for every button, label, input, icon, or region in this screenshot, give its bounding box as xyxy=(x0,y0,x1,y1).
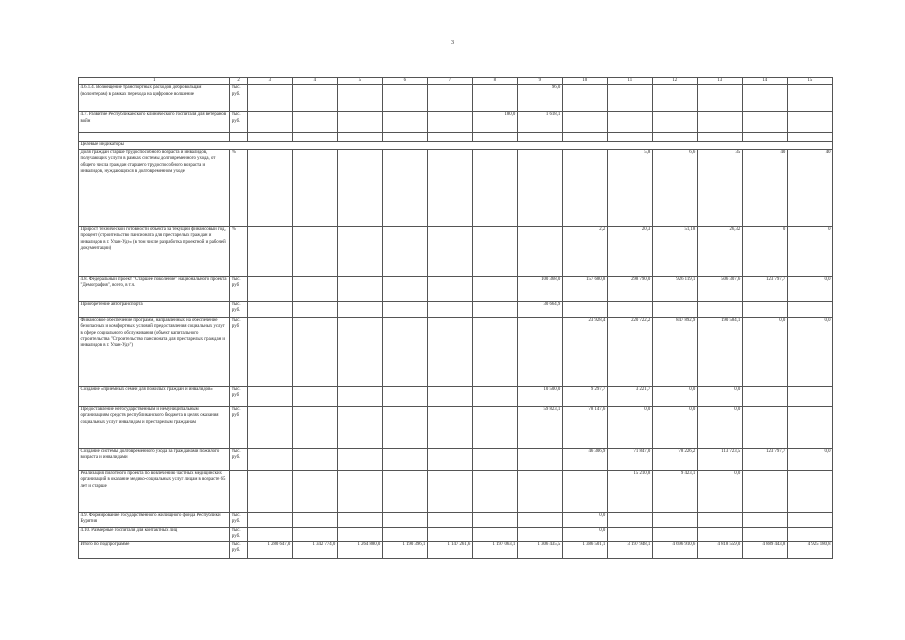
unit-cell: тыс. руб xyxy=(230,406,247,448)
value-cell xyxy=(382,226,427,276)
value-cell: 0,0 xyxy=(787,448,832,470)
table-row xyxy=(79,406,833,448)
value-cell xyxy=(427,112,472,133)
value-cell xyxy=(697,512,742,527)
value-cell xyxy=(247,527,292,541)
value-cell xyxy=(787,512,832,527)
table-row xyxy=(79,317,833,386)
table-row xyxy=(79,301,833,317)
value-cell: 10 500,0 xyxy=(517,386,562,406)
column-header: 3 xyxy=(247,78,292,85)
row-label: Создание «приемных семей для пожилых граждан и инвалидов» xyxy=(79,386,230,406)
value-cell: 1 280 647,0 xyxy=(247,541,292,558)
unit-cell: тыс. руб. xyxy=(230,541,247,558)
value-cell xyxy=(337,85,382,112)
column-header: 14 xyxy=(742,78,787,85)
value-cell xyxy=(517,448,562,470)
row-label: Финансовое обеспечение программ, направленных на обеспечение безопасных и комфортных условий предоставления социальных услуг в сфере социального обслуживания (объект капитального строительства "Строительство пансионата для престарелых граждан и инвалидов в г. Улан-Удэ") xyxy=(79,317,230,386)
value-cell xyxy=(427,301,472,317)
header-row xyxy=(79,78,833,85)
value-cell xyxy=(427,406,472,448)
value-cell: 1 264 880,0 xyxy=(337,541,382,558)
value-cell xyxy=(337,406,382,448)
value-cell: 51,18 xyxy=(652,226,697,276)
value-cell xyxy=(742,406,787,448)
row-label: Итого по подпрограмме xyxy=(79,541,230,558)
value-cell xyxy=(787,85,832,112)
value-cell xyxy=(337,317,382,386)
value-cell xyxy=(247,276,292,301)
value-cell: 1 618,1 xyxy=(517,112,562,133)
value-cell xyxy=(427,527,472,541)
column-header: 9 xyxy=(517,78,562,85)
value-cell xyxy=(517,512,562,527)
page-number: 3 xyxy=(451,40,454,46)
row-label: 4.7. Развитие Республиканского клинического госпиталя для ветеранов войн xyxy=(79,112,230,133)
value-cell xyxy=(742,133,787,142)
value-cell xyxy=(472,133,517,142)
value-cell: 1 197 063,1 xyxy=(472,541,517,558)
column-header: 8 xyxy=(472,78,517,85)
value-cell xyxy=(697,301,742,317)
value-cell: 0,0 xyxy=(562,527,607,541)
value-cell: 0,0 xyxy=(697,406,742,448)
table-row xyxy=(79,276,833,301)
value-cell xyxy=(337,276,382,301)
value-cell xyxy=(607,527,652,541)
value-cell xyxy=(292,301,337,317)
value-cell: 0,0 xyxy=(787,317,832,386)
value-cell: 4 696 910,6 xyxy=(652,541,697,558)
value-cell: 1 147 261,6 xyxy=(427,541,472,558)
value-cell xyxy=(427,276,472,301)
value-cell: 0,0 xyxy=(697,386,742,406)
unit-cell: тыс. руб. xyxy=(230,448,247,470)
value-cell: 6,6 xyxy=(652,149,697,226)
value-cell xyxy=(382,317,427,386)
value-cell xyxy=(427,149,472,226)
unit-cell: тыс. руб xyxy=(230,276,247,301)
value-cell xyxy=(472,448,517,470)
value-cell: 59 823,1 xyxy=(517,406,562,448)
value-cell: 113 723,5 xyxy=(697,448,742,470)
table-row xyxy=(79,133,833,142)
value-cell xyxy=(292,512,337,527)
value-cell xyxy=(382,448,427,470)
value-cell xyxy=(742,85,787,112)
value-cell xyxy=(337,301,382,317)
value-cell xyxy=(292,85,337,112)
value-cell xyxy=(472,276,517,301)
value-cell xyxy=(517,317,562,386)
table-row xyxy=(79,448,833,470)
value-cell xyxy=(337,133,382,142)
value-cell xyxy=(607,85,652,112)
table-row xyxy=(79,541,833,558)
value-cell xyxy=(337,512,382,527)
value-cell: 1 190 396,1 xyxy=(382,541,427,558)
value-cell xyxy=(247,85,292,112)
value-cell xyxy=(337,226,382,276)
program-table xyxy=(78,77,833,559)
value-cell xyxy=(787,133,832,142)
unit-cell: тыс. руб. xyxy=(230,301,247,317)
value-cell: 96,0 xyxy=(517,85,562,112)
value-cell xyxy=(247,226,292,276)
value-cell xyxy=(292,470,337,512)
value-cell xyxy=(337,112,382,133)
value-cell xyxy=(472,406,517,448)
value-cell xyxy=(607,133,652,142)
value-cell xyxy=(247,406,292,448)
value-cell xyxy=(607,512,652,527)
value-cell xyxy=(787,301,832,317)
value-cell xyxy=(337,448,382,470)
value-cell xyxy=(652,133,697,142)
value-cell xyxy=(292,226,337,276)
value-cell xyxy=(382,527,427,541)
value-cell xyxy=(382,386,427,406)
row-label: Предоставление негосударственным и немуниципальным организациям средств республиканского бюджета в целях оказания социальных услуг инвалидам и престарелым гражданам xyxy=(79,406,230,448)
value-cell xyxy=(787,527,832,541)
value-cell xyxy=(382,301,427,317)
row-label: Реализация пилотного проекта по вовлечению частных медицинских организаций в оказание медико-социальных услуг лицам в возрасте 65 лет и старше xyxy=(79,470,230,512)
value-cell xyxy=(742,527,787,541)
value-cell xyxy=(472,149,517,226)
value-cell xyxy=(652,85,697,112)
value-cell: 35 xyxy=(697,149,742,226)
unit-cell: тыс. руб. xyxy=(230,112,247,133)
value-cell xyxy=(337,386,382,406)
table-row xyxy=(79,512,833,527)
value-cell: 847 892,9 xyxy=(652,317,697,386)
table-row xyxy=(79,470,833,512)
column-header: 11 xyxy=(607,78,652,85)
value-cell xyxy=(382,512,427,527)
value-cell xyxy=(427,133,472,142)
row-label xyxy=(79,133,230,142)
table-row xyxy=(79,386,833,406)
value-cell xyxy=(562,301,607,317)
section-heading: Целевые индикаторы xyxy=(79,142,833,149)
value-cell: 0 xyxy=(787,226,832,276)
unit-cell: тыс. руб. xyxy=(230,527,247,541)
value-cell xyxy=(247,149,292,226)
value-cell xyxy=(472,85,517,112)
value-cell: 40 xyxy=(787,149,832,226)
value-cell xyxy=(742,112,787,133)
unit-cell xyxy=(230,470,247,512)
value-cell xyxy=(652,527,697,541)
value-cell xyxy=(382,133,427,142)
value-cell xyxy=(472,226,517,276)
unit-cell: тыс. руб xyxy=(230,317,247,386)
value-cell xyxy=(607,301,652,317)
value-cell xyxy=(292,133,337,142)
column-header: 6 xyxy=(382,78,427,85)
value-cell: 0,0 xyxy=(742,317,787,386)
value-cell: 0,0 xyxy=(652,386,697,406)
value-cell xyxy=(742,386,787,406)
value-cell: 180,0 xyxy=(472,112,517,133)
value-cell xyxy=(337,470,382,512)
value-cell: 0,0 xyxy=(562,512,607,527)
value-cell xyxy=(517,149,562,226)
value-cell xyxy=(382,149,427,226)
row-label: Приобретение автотранспорта xyxy=(79,301,230,317)
row-label: 4.10. Размерные госпиталя для контактных лиц xyxy=(79,527,230,541)
value-cell xyxy=(472,386,517,406)
value-cell: 157 680,8 xyxy=(562,276,607,301)
row-label: Доля граждан старше трудоспособного возраста и инвалидов, получающих услуги в рамках системы долговременного ухода, от общего числа граждан старшего трудоспособного возраста и инвалидов, нуждающихся в долговременном уходе xyxy=(79,149,230,226)
value-cell: 15 210,8 xyxy=(607,470,652,512)
value-cell xyxy=(787,112,832,133)
value-cell xyxy=(247,386,292,406)
table-body xyxy=(79,78,833,559)
table-row xyxy=(79,85,833,112)
value-cell: 2,2 xyxy=(562,226,607,276)
value-cell xyxy=(607,112,652,133)
value-cell xyxy=(697,112,742,133)
value-cell: 1 306 435,5 xyxy=(517,541,562,558)
value-cell xyxy=(247,317,292,386)
table-row xyxy=(79,112,833,133)
value-cell xyxy=(562,470,607,512)
value-cell: 0,0 xyxy=(697,470,742,512)
value-cell: 123 797,7 xyxy=(742,276,787,301)
value-cell xyxy=(292,527,337,541)
column-header: 12 xyxy=(652,78,697,85)
value-cell: 0,0 xyxy=(607,406,652,448)
value-cell: 0,0 xyxy=(652,406,697,448)
value-cell xyxy=(292,276,337,301)
value-cell xyxy=(517,527,562,541)
value-cell: 0 xyxy=(742,226,787,276)
value-cell: 26,32 xyxy=(697,226,742,276)
row-label: Прирост технической готовности объекта за текущий финансовый год, процент (строительство пансионата для престарелых граждан и инвалидов в г. Улан-Удэ» (в том числе разработка проектной и рабочей документации) xyxy=(79,226,230,276)
value-cell: 4 889 443,8 xyxy=(742,541,787,558)
value-cell: 100 368,0 xyxy=(517,276,562,301)
value-cell xyxy=(472,301,517,317)
value-cell xyxy=(742,512,787,527)
value-cell xyxy=(427,470,472,512)
value-cell xyxy=(472,470,517,512)
value-cell: 298 790,0 xyxy=(607,276,652,301)
row-label: 4.6.1.4. Возмещение транспортных расходов добровольцам (волонтерам) в рамках перехода на цифровое волшение xyxy=(79,85,230,112)
value-cell: 926 119,1 xyxy=(652,276,697,301)
value-cell xyxy=(292,386,337,406)
unit-cell xyxy=(230,133,247,142)
value-cell: 5,8 xyxy=(607,149,652,226)
value-cell xyxy=(652,512,697,527)
value-cell xyxy=(427,386,472,406)
value-cell xyxy=(247,470,292,512)
value-cell: 4 818 559,0 xyxy=(697,541,742,558)
value-cell xyxy=(247,512,292,527)
value-cell: 9 423,1 xyxy=(652,470,697,512)
value-cell xyxy=(292,317,337,386)
value-cell: 506 307,6 xyxy=(697,276,742,301)
column-header: 5 xyxy=(337,78,382,85)
value-cell: 3 221,7 xyxy=(607,386,652,406)
value-cell xyxy=(562,85,607,112)
value-cell xyxy=(427,226,472,276)
value-cell xyxy=(562,112,607,133)
value-cell xyxy=(247,301,292,317)
value-cell: 46 306,9 xyxy=(562,448,607,470)
value-cell: 20,3 xyxy=(607,226,652,276)
value-cell xyxy=(427,448,472,470)
value-cell xyxy=(697,133,742,142)
value-cell xyxy=(562,133,607,142)
value-cell: 23 928,4 xyxy=(562,317,607,386)
value-cell: 220 722,2 xyxy=(607,317,652,386)
column-header: 15 xyxy=(787,78,832,85)
value-cell xyxy=(742,301,787,317)
value-cell xyxy=(382,112,427,133)
unit-cell: тыс. руб. xyxy=(230,85,247,112)
value-cell xyxy=(292,149,337,226)
value-cell: 1 386 501,1 xyxy=(562,541,607,558)
value-cell xyxy=(472,317,517,386)
value-cell xyxy=(427,512,472,527)
value-cell xyxy=(787,470,832,512)
value-cell xyxy=(337,149,382,226)
value-cell xyxy=(472,527,517,541)
value-cell xyxy=(697,527,742,541)
value-cell xyxy=(382,470,427,512)
value-cell xyxy=(382,276,427,301)
value-cell: 1 342 774,0 xyxy=(292,541,337,558)
value-cell: 9 297,7 xyxy=(562,386,607,406)
value-cell xyxy=(517,470,562,512)
value-cell: 3 197 948,1 xyxy=(607,541,652,558)
column-header: 2 xyxy=(230,78,247,85)
column-header: 1 xyxy=(79,78,230,85)
table-row xyxy=(79,149,833,226)
table-row xyxy=(79,527,833,541)
value-cell xyxy=(742,470,787,512)
value-cell xyxy=(652,112,697,133)
unit-cell: тыс. руб. xyxy=(230,512,247,527)
value-cell xyxy=(562,149,607,226)
value-cell xyxy=(697,85,742,112)
value-cell xyxy=(247,133,292,142)
unit-cell: % xyxy=(230,226,247,276)
column-header: 4 xyxy=(292,78,337,85)
table-row xyxy=(79,226,833,276)
value-cell: 123 797,7 xyxy=(742,448,787,470)
value-cell xyxy=(292,406,337,448)
value-cell xyxy=(382,85,427,112)
row-label: 4.9. Формирование государственного жилищного фонда Республики Бурятия xyxy=(79,512,230,527)
value-cell: 78 226,2 xyxy=(652,448,697,470)
value-cell xyxy=(247,448,292,470)
column-header: 10 xyxy=(562,78,607,85)
value-cell xyxy=(787,386,832,406)
value-cell xyxy=(517,226,562,276)
value-cell xyxy=(427,85,472,112)
value-cell xyxy=(787,406,832,448)
value-cell: 30 664,9 xyxy=(517,301,562,317)
value-cell xyxy=(427,317,472,386)
column-header: 13 xyxy=(697,78,742,85)
value-cell xyxy=(292,112,337,133)
value-cell xyxy=(292,448,337,470)
unit-cell: % xyxy=(230,149,247,226)
value-cell xyxy=(517,133,562,142)
value-cell: 4 925 180,8 xyxy=(787,541,832,558)
value-cell: 190 584,1 xyxy=(697,317,742,386)
value-cell xyxy=(652,301,697,317)
value-cell: 0,0 xyxy=(787,276,832,301)
value-cell: 40 xyxy=(742,149,787,226)
value-cell xyxy=(247,112,292,133)
table-row xyxy=(79,142,833,149)
row-label: 4.8. Федеральный проект "Старшее поколение" национального проекта "Демография", всего, в т.ч. xyxy=(79,276,230,301)
value-cell xyxy=(382,406,427,448)
unit-cell: тыс. руб xyxy=(230,386,247,406)
column-header: 7 xyxy=(427,78,472,85)
value-cell xyxy=(337,527,382,541)
row-label: Создание системы долговременного ухода за гражданами пожилого возраста и инвалидами xyxy=(79,448,230,470)
value-cell xyxy=(472,512,517,527)
value-cell: 71 847,0 xyxy=(607,448,652,470)
value-cell: 78 147,6 xyxy=(562,406,607,448)
